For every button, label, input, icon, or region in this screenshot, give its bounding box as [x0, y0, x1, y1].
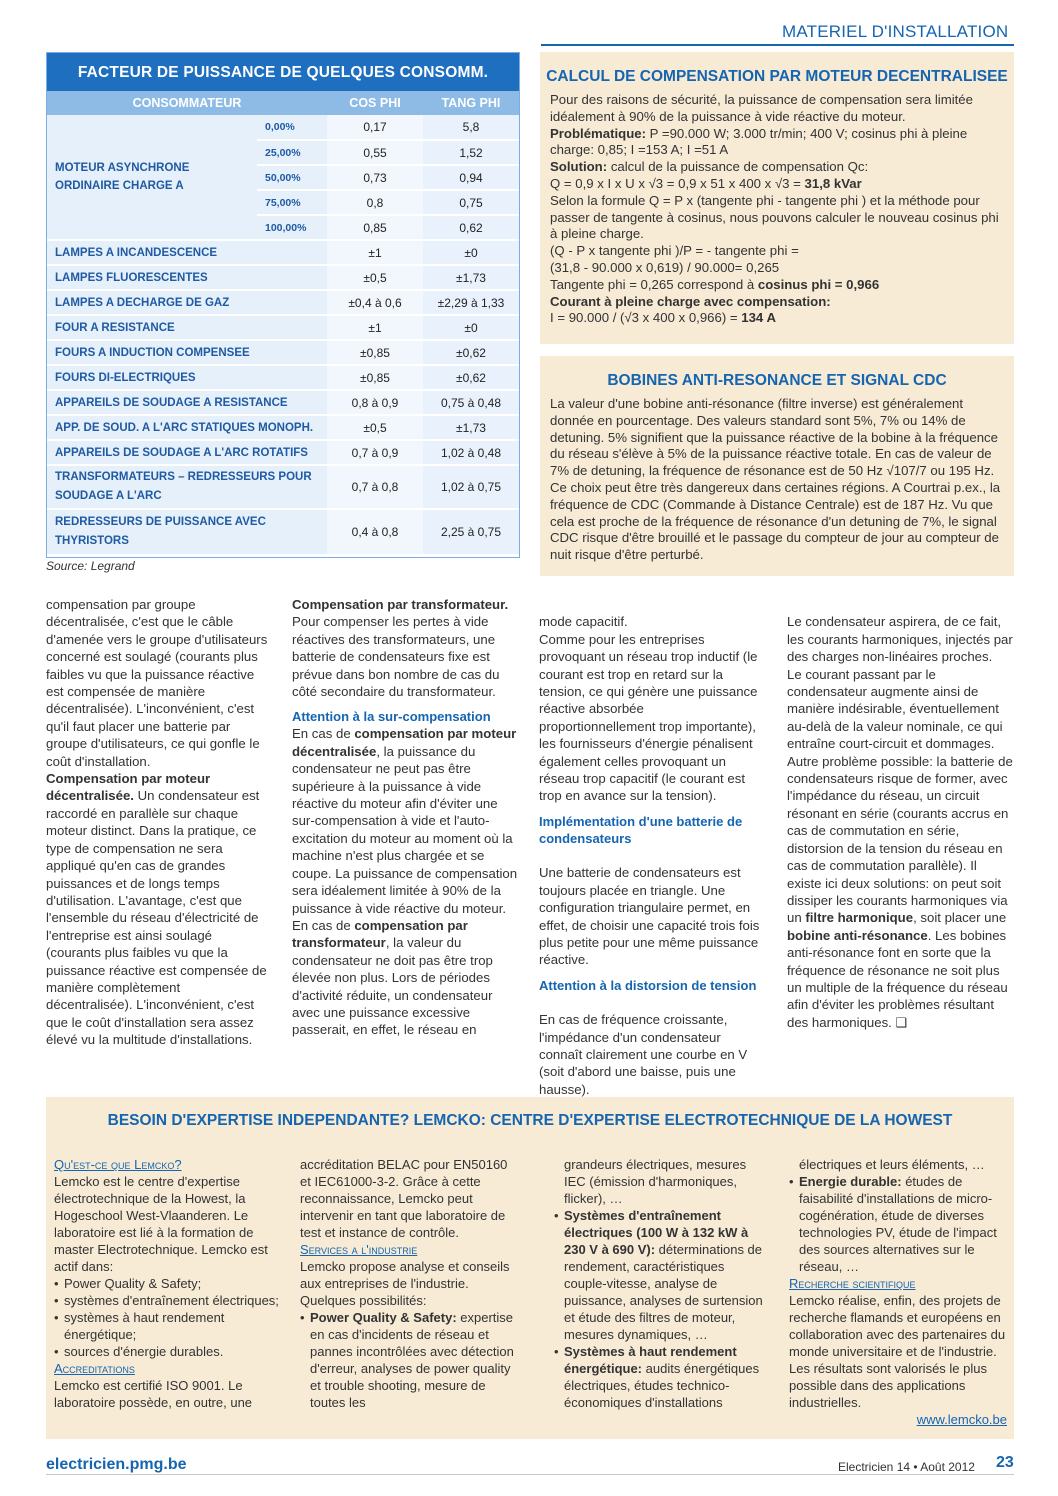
row-name: APP. DE SOUD. A L'ARC STATIQUES MONOPH.: [47, 415, 327, 440]
list-item: • systèmes d'entraînement électriques;: [54, 1292, 282, 1309]
footer-url[interactable]: electricien.pmg.be: [46, 1456, 187, 1473]
tan-value: 1,52: [423, 140, 519, 165]
calc-line5: Tangente phi = 0,265 correspond à: [550, 276, 758, 292]
col3-p1: mode capacitif. Comme pour les entreprises provoquant un réseau trop inductif (le courant est trop en retard sur la tension, ce qui génère une puissance réactive absorbée proportionnellement trop importante), les fournisseurs d'énergie pénalisent également celles provoquant un réseau trop capacitif (le courant est trop en avance sur la tension).: [539, 614, 758, 804]
col3-subheading-1: Implémentation d'une batterie de condensateurs: [539, 813, 743, 846]
lemcko-p3: accréditation BELAC pour EN50160 et IEC61000-3-2. Grâce à cette reconnaissance, Lemcko peut intervenir en tant que laboratoire de test et instance de contrôle.: [300, 1157, 508, 1240]
lemcko-title: BESOIN D'EXPERTISE INDEPENDANTE? LEMCKO: CENTRE D'EXPERTISE ELECTROTECHNIQUE DE LA HOWEST: [107, 1112, 953, 1129]
calc-intro: Pour des raisons de sécurité, la puissance de compensation sera limitée idéalement à 90% de la puissance à vide réactive du moteur.: [550, 92, 973, 124]
table-title: FACTEUR DE PUISSANCE DE QUELQUES CONSOMM.: [47, 53, 519, 91]
calc-line1: Q = 0,9 x I x U x √3 = 0,9 x 51 x 400 x √3 =: [550, 175, 805, 191]
lemcko-link[interactable]: www.lemcko.be: [916, 1412, 1007, 1427]
page-number: 23: [996, 1454, 1014, 1471]
motor-load: 75,00%: [257, 190, 327, 215]
lemcko-h4: Recherche scientifique: [789, 1276, 916, 1291]
tan-value: ±0: [423, 240, 519, 265]
motor-load: 50,00%: [257, 165, 327, 190]
lemcko-column-3: [554, 1156, 768, 1411]
cos-value: ±0,85: [327, 340, 423, 365]
lemcko-p7: Lemcko réalise, enfin, des projets de recherche flamands et européens en collaboration avec des partenaires du monde universitaire et de l'industrie. Les résultats sont valorisés le plus possible dans des applications industrielles.: [789, 1293, 1006, 1410]
calc-title: CALCUL DE COMPENSATION PAR MOTEUR DECENTRALISEE: [546, 68, 1008, 85]
cos-value: 0,8 à 0,9: [327, 390, 423, 415]
table-header: [47, 91, 519, 115]
sol-text: calcul de la puissance de compensation Qc:: [610, 159, 869, 175]
list-item: • sources d'énergie durables.: [54, 1343, 282, 1360]
col4-b1: filtre harmonique: [805, 910, 914, 926]
col3-p2: Une batterie de condensateurs est toujours placée en triangle. Une configuration triangulaire permet, en effet, de choisir une capacité trois fois plus petite pour une même puissance réactive.: [539, 865, 760, 968]
tan-value: 0,62: [423, 215, 519, 240]
service-label: Power Quality & Safety:: [310, 1310, 457, 1325]
service-text: audits énergétiques électriques, études technico-économiques d'installations: [564, 1361, 760, 1410]
col3-subheading-2: Attention à la distorsion de tension: [539, 977, 757, 993]
cos-value: ±1: [327, 240, 423, 265]
col2-b3: compensation par transformateur: [292, 917, 468, 951]
lemcko-activity-list: [54, 1275, 282, 1360]
motor-load: 100,00%: [257, 215, 327, 240]
tan-value: 2,25 à 0,75: [423, 509, 519, 555]
row-name: LAMPES A INCANDESCENCE: [47, 240, 327, 265]
cos-value: 0,17: [327, 115, 423, 140]
prob-text: P =90.000 W; 3.000 tr/min; 400 V; cosinus phi à pleine charge: 0,85; I =153 A; I =51 A: [550, 125, 968, 158]
col2-p2c: , la valeur du condensateur ne doit pas être trop élevée non plus. Lors de périodes d'activité réduite, un condensateur avec une puissance excessive passerait, en effet, le réseau en: [292, 935, 493, 1038]
cos-value: ±0,5: [327, 265, 423, 290]
calc-line1-result: 31,8 kVar: [804, 175, 862, 191]
calc-line5-result: cosinus phi = 0,966: [757, 276, 880, 292]
article-column-3: [539, 596, 761, 1098]
lemcko-p1: Lemcko est le centre d'expertise électrotechnique de la Howest, la Hogeschool West-Vlaanderen. Le laboratoire est lié à la formation de master Electrotechnique. Lemcko est actif dans:: [54, 1174, 268, 1274]
tan-value: 1,02 à 0,75: [423, 465, 519, 509]
tan-value: ±1,73: [423, 265, 519, 290]
bobines-box: [540, 356, 1014, 576]
col2-p2b: , la puissance du condensateur ne peut pas être supérieure à la puissance à vide réactive du moteur afin d'éviter une sur-compensation à vide et l'auto-excitation du moteur au moment où la machine n'est plus chargée et se coupe. La puissance de compensation sera idéalement limitée à 90% de la puissance à vide réactive du moteur. En cas de: [292, 743, 518, 933]
calc-line7: I = 90.000 / (√3 x 400 x 0,966) =: [550, 310, 742, 326]
prob-label: Problématique:: [550, 125, 646, 141]
cos-value: ±0,85: [327, 365, 423, 390]
cos-value: 0,73: [327, 165, 423, 190]
lemcko-p5: grandeurs électriques, mesures IEC (émission d'harmoniques, flicker), …: [564, 1157, 747, 1206]
calc-line4: (31,8 - 90.000 x 0,619) / 90.000= 0,265: [550, 259, 780, 275]
tan-value: ±0,62: [423, 365, 519, 390]
tan-value: 0,75 à 0,48: [423, 390, 519, 415]
col1-p2: Un condensateur est raccordé en parallèle sur chaque moteur distinct. Dans la pratique, ce type de compensation ne sera appliqué qu'en cas de grandes puissances et de longs temps d'utilisation. L'avantage, c'est que l'ensemble du réseau d'électricité de l'entreprise est ainsi soulagé (courants plus faibles vu que la puissance réactive est compensée de manière complètement décentralisée). L'inconvénient, c'est que le coût d'installation sera assez élevé vu la multitude d'installations.: [46, 788, 267, 1048]
col3-p3: En cas de fréquence croissante, l'impédance d'un condensateur connaît clairement une courbe en V (soit d'abord une baisse, puis une hausse).: [539, 1012, 748, 1097]
bobines-title: BOBINES ANTI-RESONANCE ET SIGNAL CDC: [607, 372, 947, 389]
cos-value: 0,85: [327, 215, 423, 240]
calc-line3: (Q - P x tangente phi )/P = - tangente phi =: [550, 243, 799, 259]
col2-p2a: En cas de: [292, 726, 355, 742]
row-name: REDRESSEURS DE PUISSANCE AVEC THYRISTORS: [47, 509, 327, 555]
lemcko-p2: Lemcko est certifié ISO 9001. Le laboratoire possède, en outre, une: [54, 1378, 253, 1410]
row-name: FOUR A RESISTANCE: [47, 315, 327, 340]
lemcko-h2: Accreditations: [54, 1361, 135, 1376]
lemcko-column-1: [54, 1156, 282, 1411]
calc-box: [540, 52, 1014, 344]
cos-value: 0,7 à 0,8: [327, 465, 423, 509]
motor-load: 25,00%: [257, 140, 327, 165]
tan-value: 0,94: [423, 165, 519, 190]
service-label: Systèmes d'entraînement électriques (100 W à 132 kW à 230 V à 690 V):: [564, 1208, 749, 1257]
row-name: APPAREILS DE SOUDAGE A RESISTANCE: [47, 390, 327, 415]
section-title: MATERIEL D'INSTALLATION: [782, 22, 1009, 41]
article-column-2: [292, 596, 518, 1039]
motor-label: MOTEUR ASYNCHRONE ORDINAIRE CHARGE A: [47, 115, 257, 240]
row-name: LAMPES A DECHARGE DE GAZ: [47, 290, 327, 315]
list-item: • systèmes à haut rendement énergétique;: [54, 1309, 282, 1343]
calc-line6: Courant à pleine charge avec compensation:: [550, 293, 831, 309]
service-label: Systèmes à haut rendement énergétique:: [564, 1344, 737, 1376]
cos-value: ±1: [327, 315, 423, 340]
sol-label: Solution:: [550, 159, 608, 175]
list-item: [554, 1207, 768, 1343]
end-mark-icon: ❑: [895, 1014, 908, 1030]
lemcko-h1: Qu'est-ce que Lemcko?: [54, 1157, 182, 1172]
footer-issue: Electricien 14 • Août 2012: [838, 1460, 975, 1474]
col4-p1: Le condensateur aspirera, de ce fait, les courants harmoniques, injectés par des charges non-linéaires proches. Le courant passant par le condensateur augmente ainsi de manière indésirable, éventuellement au-delà de la valeur nominale, ce qui entraîne court-circuit et dommages. Autre problème possible: la batterie de condensateurs risque de former, avec l'impédance du réseau, un circuit résonant en série (courants accrus en cas de commutation en série, distorsion de la tension du réseau en cas de commutation parallèle). Il existe ici deux solutions: on peut soit dissiper les courants harmoniques via un: [787, 614, 1013, 926]
row-name: LAMPES FLUORESCENTES: [47, 265, 327, 290]
lemcko-column-2: [300, 1156, 514, 1411]
header-cos-phi: COS PHI: [349, 96, 401, 110]
calc-line2: Selon la formule Q = P x (tangente phi - tangente phi ) et la méthode pour passer de tangente à cosinus, nous pouvons calculer le nouveau cosinus phi à pleine charge.: [550, 192, 999, 242]
section-rule: [541, 44, 1014, 46]
cos-value: ±0,5: [327, 415, 423, 440]
cos-value: ±0,4 à 0,6: [327, 290, 423, 315]
article-column-1: [46, 596, 270, 1049]
col4-b2: bobine anti-résonance: [787, 927, 928, 943]
footer-rule: [46, 1474, 1014, 1475]
bobines-text: La valeur d'une bobine anti-résonance (filtre inverse) est généralement donnée en pourcentage. Des valeurs standard sont 5%, 7% ou 14% de detuning. 5% signifient que la puissance réactive de la bobine à la fréquence du réseau s'élève à 5% de la puissance réactive totale. En cas de valeur de 7% de detuning, la fréquence de résonance est de 50 Hz √107/7 ou 195 Hz. Ce choix peut être très dangereux dans certaines régions. A Courtrai p.ex., la fréquence de CDC (Commande à Distance Centrale) est de 187 Hz. Vu que cela est proche de la fréquence de résonance d'un detuning de 7%, le signal CDC risque d'être brouillé et le passage du compteur de jour au compteur de nuit risque d'être perturbé.: [550, 396, 1001, 563]
calc-line7-result: 134 A: [741, 310, 776, 326]
list-item: [554, 1343, 768, 1411]
cos-value: 0,8: [327, 190, 423, 215]
list-item: [300, 1309, 514, 1411]
service-text: déterminations de rendement, caractéristiques couple-vitesse, analyse de puissance, analyses de surtension et étude des filtres de moteur, mesures dynamiques, …: [564, 1242, 763, 1342]
lemcko-column-4: [789, 1156, 1007, 1428]
cos-value: 0,55: [327, 140, 423, 165]
tan-value: ±1,73: [423, 415, 519, 440]
tan-value: ±2,29 à 1,33: [423, 290, 519, 315]
col1-heading: Compensation par moteur décentralisée.: [46, 771, 211, 804]
header-tang-phi: TANG PHI: [441, 96, 501, 110]
header-consommateur: CONSOMMATEUR: [132, 96, 242, 110]
col2-heading: Compensation par transformateur.: [292, 597, 509, 612]
col2-subheading: Attention à la sur-compensation: [292, 709, 491, 725]
col4-p3: . Les bobines anti-résonance font en sorte que la fréquence de résonance ne soit plus un multiple de la fréquence du réseau afin d'éviter les problèmes résultant des harmoniques.: [787, 927, 1008, 1030]
row-name: APPAREILS DE SOUDAGE A L'ARC ROTATIFS: [47, 440, 327, 465]
row-name: TRANSFORMATEURS – REDRESSEURS POUR SOUDAGE A L'ARC: [47, 465, 327, 509]
tan-value: 0,75: [423, 190, 519, 215]
table-body: [47, 115, 519, 556]
tan-value: ±0,62: [423, 340, 519, 365]
article-column-4: [787, 596, 1013, 1031]
col2-p1: Pour compenser les pertes à vide réactives des transformateurs, une batterie de condensateurs fixe est prévue dans bon nombre de cas du côté secondaire du transformateur.: [292, 614, 500, 700]
tan-value: 5,8: [423, 115, 519, 140]
lemcko-h3: Services a l'industrie: [300, 1242, 418, 1257]
col2-b2: compensation par moteur décentralisée: [292, 726, 517, 759]
list-item: • Power Quality & Safety;: [54, 1275, 282, 1292]
lemcko-p6: électriques et leurs éléments, …: [799, 1157, 985, 1172]
motor-load: 0,00%: [257, 115, 327, 140]
calc-text: [540, 92, 1014, 327]
service-label: Energie durable:: [799, 1174, 902, 1189]
col1-p1: compensation par groupe décentralisée, c'est que le câble d'amenée vers le groupe d'utilisateurs concerné est soulagé (courants plus faibles vu que la puissance réactive est compensée de manière décentralisée). L'inconvénient, c'est qu'il faut placer une batterie par groupe d'utilisateurs, ce qui gonfle le coût d'installation.: [46, 597, 268, 769]
power-factor-table: [46, 52, 520, 558]
service-text: expertise en cas d'incidents de réseau et pannes incontrôlées avec détection d'erreur, analyses de power quality et trouble shooting, mesure de toutes les: [310, 1310, 514, 1410]
tan-value: 1,02 à 0,48: [423, 440, 519, 465]
cos-value: 0,4 à 0,8: [327, 509, 423, 555]
service-text: études de faisabilité d'installations de micro-cogénération, étude de diverses technologies PV, étude de l'impact des sources alternatives sur le réseau, …: [799, 1174, 997, 1274]
col4-p2: , soit placer une: [913, 910, 1007, 926]
row-name: FOURS A INDUCTION COMPENSEE: [47, 340, 327, 365]
cos-value: 0,7 à 0,9: [327, 440, 423, 465]
row-name: FOURS DI-ELECTRIQUES: [47, 365, 327, 390]
tan-value: ±0: [423, 315, 519, 340]
list-item: [789, 1173, 1007, 1275]
table-source: Source: Legrand: [46, 559, 135, 573]
lemcko-p4: Lemcko propose analyse et conseils aux entreprises de l'industrie. Quelques possibilités:: [300, 1259, 510, 1308]
